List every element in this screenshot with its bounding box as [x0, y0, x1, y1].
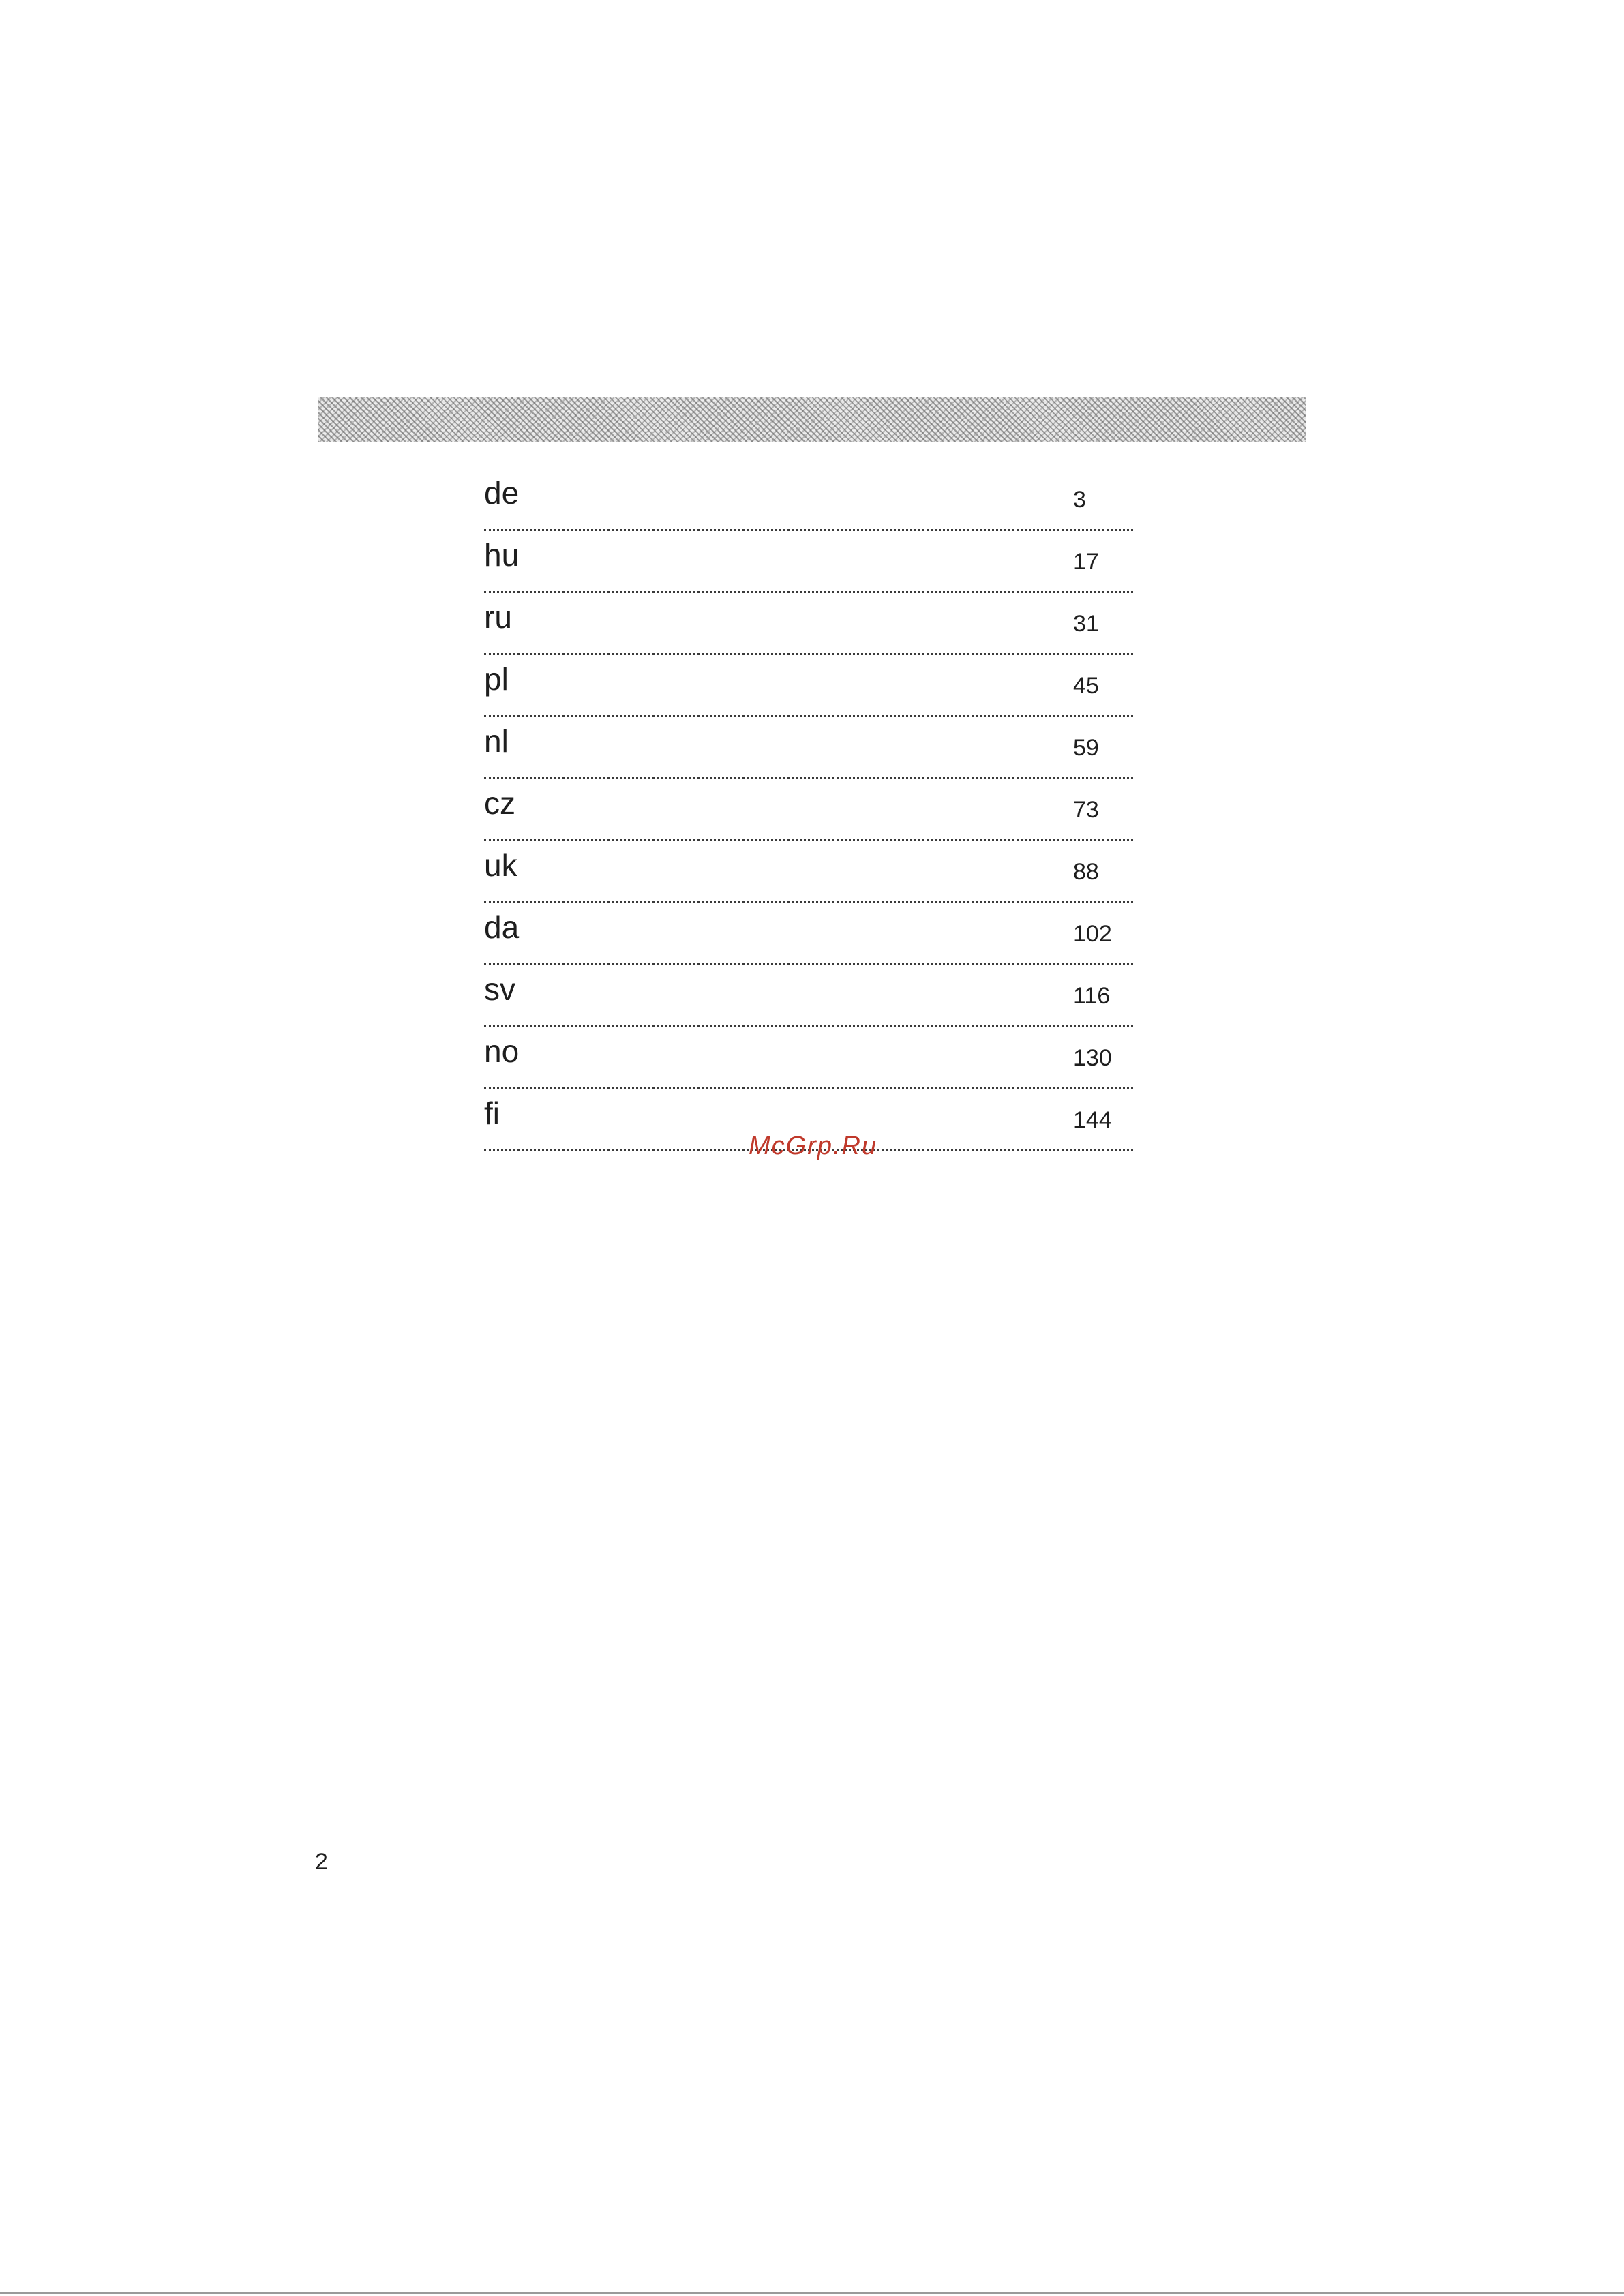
- toc-language-code: uk: [484, 847, 517, 883]
- toc-page-number: 3: [1073, 487, 1086, 513]
- toc-row[interactable]: [484, 717, 1133, 779]
- toc-page-number: 130: [1073, 1045, 1112, 1071]
- toc-language-code: fi: [484, 1096, 500, 1131]
- toc-page-number: 17: [1073, 549, 1099, 575]
- toc-language-code: pl: [484, 661, 509, 697]
- toc-row[interactable]: [484, 655, 1133, 717]
- toc-page-number: 73: [1073, 797, 1099, 823]
- toc-page-number: 59: [1073, 735, 1099, 761]
- toc-page-number: 116: [1073, 983, 1111, 1009]
- toc-row[interactable]: [484, 593, 1133, 655]
- toc-language-code: de: [484, 475, 520, 511]
- toc-row[interactable]: [484, 903, 1133, 965]
- toc-language-code: da: [484, 909, 520, 945]
- toc-row[interactable]: [484, 1027, 1133, 1089]
- bottom-divider: [0, 2292, 1624, 2294]
- toc-language-code: no: [484, 1033, 520, 1069]
- toc-language-code: nl: [484, 723, 509, 759]
- toc-row[interactable]: [484, 841, 1133, 903]
- toc-page-number: 102: [1073, 921, 1112, 947]
- language-index: [484, 469, 1133, 1151]
- toc-language-code: sv: [484, 971, 515, 1007]
- toc-language-code: cz: [484, 785, 515, 821]
- toc-language-code: hu: [484, 537, 520, 573]
- toc-row[interactable]: [484, 965, 1133, 1027]
- toc-row[interactable]: [484, 531, 1133, 593]
- header-band: [318, 397, 1306, 442]
- toc-row[interactable]: [484, 779, 1133, 841]
- toc-language-code: ru: [484, 599, 512, 635]
- toc-page-number: 45: [1073, 673, 1099, 699]
- toc-page-number: 88: [1073, 859, 1099, 885]
- page-number: 2: [315, 1849, 328, 1875]
- toc-page-number: 31: [1073, 611, 1099, 637]
- toc-page-number: 144: [1073, 1107, 1112, 1133]
- toc-row[interactable]: [484, 469, 1133, 531]
- watermark-text: McGrp.Ru: [749, 1132, 878, 1160]
